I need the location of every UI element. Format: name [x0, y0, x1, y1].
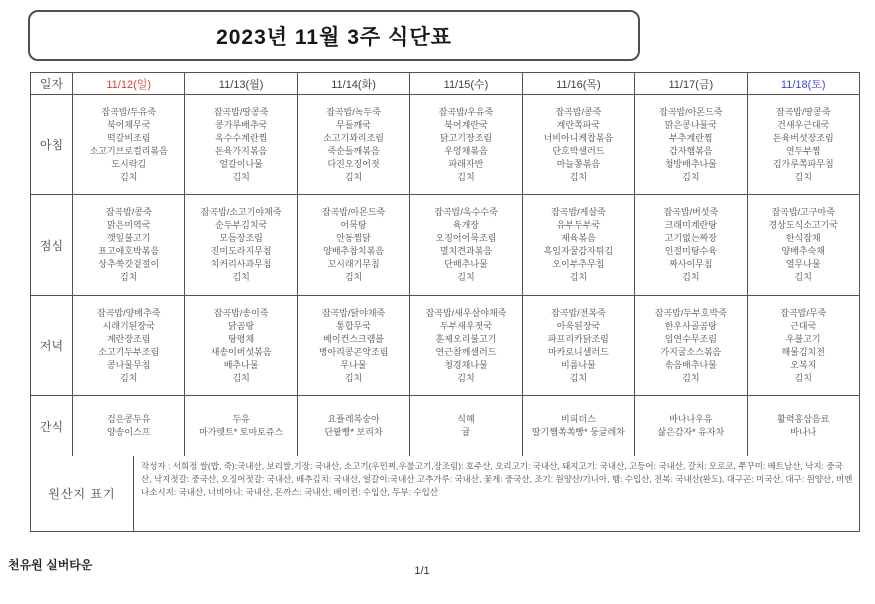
menu-item: 육개장 [452, 220, 480, 230]
menu-item: 인절미탕수육 [664, 246, 717, 256]
day-header-3: 11/15(수) [410, 73, 522, 94]
menu-cell-3-5 [635, 396, 747, 456]
menu-item: 건새우근대국 [777, 119, 830, 130]
day-header-5: 11/17(금) [635, 73, 747, 94]
menu-item: 배추나물 [223, 359, 259, 370]
menu-item: 계란쪽파국 [556, 119, 601, 130]
menu-item: 닭곰탕 [228, 320, 255, 331]
menu-item: 시래기된장국 [102, 320, 155, 331]
menu-item: 잡곡밥/두부호박죽 [654, 307, 727, 318]
menu-item: 진미도라지무침 [210, 246, 272, 256]
menu-item: 고기없는짜장 [664, 233, 717, 243]
menu-item: 파프리카닭조림 [547, 333, 609, 344]
row-label: 간식 [31, 396, 73, 456]
header-row [31, 73, 859, 95]
menu-item: 잡곡밥/전복죽 [551, 307, 606, 318]
menu-item: 도시락김 [111, 158, 147, 169]
menu-cell-0-2 [298, 95, 410, 194]
menu-item: 부추계란찜 [669, 132, 713, 143]
menu-item: 치커리사과무침 [210, 259, 272, 269]
menu-item: 두부새우젓국 [439, 320, 493, 331]
menu-cell-2-3 [410, 296, 522, 395]
menu-item: 김치 [794, 372, 812, 383]
menu-item: 흑임자꿀감자튀김 [543, 246, 614, 256]
menu-item: 청경채나물 [444, 359, 488, 370]
menu-item: 비름나물 [561, 359, 596, 370]
menu-item: 무들깨국 [336, 119, 371, 130]
menu-item: 잡곡밥/두유죽 [101, 106, 157, 117]
menu-item: 김치 [794, 171, 812, 182]
menu-item: 잡곡밥/고구마죽 [771, 207, 835, 217]
menu-item: 단배추나물 [444, 259, 488, 269]
menu-item: 김치 [569, 272, 588, 282]
menu-item: 식혜 [457, 414, 475, 424]
menu-item: 마카로니샐러드 [547, 346, 609, 357]
menu-item: 열무나물 [785, 259, 821, 269]
menu-item: 잡곡밥/송이죽 [213, 307, 269, 318]
menu-item: 감자햄볶음 [669, 145, 713, 156]
menu-item: 소고기두부조림 [98, 346, 160, 357]
menu-item: 우엉채볶음 [444, 145, 488, 156]
menu-item: 삶은감자* 유자차 [657, 427, 725, 437]
meal-row-0 [31, 95, 859, 195]
menu-cell-3-0 [73, 396, 185, 456]
menu-item: 양배추참치볶음 [323, 246, 384, 256]
menu-item: 죽순들깨볶음 [327, 145, 380, 156]
menu-item: 잡곡밥/땅콩죽 [775, 106, 831, 117]
meal-row-1 [31, 195, 859, 296]
menu-cell-3-4 [523, 396, 635, 456]
menu-item: 새송이버섯볶음 [210, 346, 272, 357]
menu-item: 임연수무조림 [664, 333, 717, 344]
menu-cell-1-6 [748, 195, 859, 295]
menu-item: 잡곡밥/콩죽 [105, 207, 152, 217]
menu-cell-0-1 [185, 95, 297, 194]
menu-item: 김치 [682, 171, 700, 182]
menu-cell-0-0 [73, 95, 185, 194]
menu-item: 제육볶음 [561, 233, 596, 243]
menu-item: 얼갈이나물 [219, 158, 263, 169]
menu-table [30, 72, 860, 532]
meal-row-2 [31, 296, 859, 396]
menu-item: 비피더스 [561, 414, 596, 424]
menu-cell-2-4 [523, 296, 635, 395]
menu-item: 귤 [461, 427, 471, 437]
menu-item: 마늘쫑볶음 [556, 158, 601, 169]
origin-row [31, 456, 859, 531]
menu-item: 양배추숙채 [781, 246, 825, 256]
facility-name: 천유원 실버타운 [8, 558, 93, 572]
menu-item: 잡곡밥/땅콩죽 [213, 106, 269, 117]
menu-item: 오징어어묵조림 [435, 233, 497, 243]
menu-item: 한우사골곰탕 [664, 320, 717, 331]
menu-item: 닭고기장조림 [439, 132, 493, 143]
menu-cell-1-2 [298, 195, 410, 295]
origin-content-cell [134, 456, 859, 531]
menu-item: 계란장조림 [106, 333, 151, 344]
menu-item: 통합무국 [336, 320, 371, 331]
menu-cell-0-3 [410, 95, 522, 194]
page-number: 1/1 [414, 565, 430, 577]
menu-item: 잡곡밥/새우살야채죽 [425, 307, 507, 318]
row-label: 아침 [31, 95, 73, 194]
origin-label-cell: 원산지 표기 [31, 456, 134, 531]
menu-item: 잡곡밥/아몬드죽 [321, 207, 386, 217]
menu-item: 잡곡밥/녹두죽 [326, 106, 381, 117]
menu-cell-1-1 [185, 195, 297, 295]
menu-item: 꼬시래기무침 [327, 259, 380, 269]
page-title: 2023년 11월 3주 식단표 [216, 25, 452, 49]
menu-item: 김치 [344, 272, 363, 282]
menu-item: 연근참깨샐러드 [435, 346, 497, 357]
menu-item: 잡곡밥/버섯죽 [663, 207, 719, 217]
menu-item: 오이부추무침 [552, 259, 605, 269]
menu-item: 김치 [120, 171, 138, 182]
menu-item: 김치 [569, 171, 588, 182]
menu-cell-3-6 [748, 396, 859, 456]
menu-item: 멸치견과볶음 [439, 246, 493, 256]
menu-item: 딸기쨈쏙쏙빵* 둥글레차 [531, 427, 625, 437]
menu-cell-2-2 [298, 296, 410, 395]
day-header-2: 11/14(화) [298, 73, 410, 94]
menu-item: 유부두부국 [556, 220, 601, 230]
menu-item: 해물김치전 [781, 346, 825, 357]
menu-cell-2-0 [73, 296, 185, 395]
menu-item: 콩가루배추국 [215, 119, 268, 130]
menu-item: 돈육가지볶음 [215, 145, 268, 156]
menu-item: 크래미계란탕 [664, 220, 717, 230]
menu-item: 표고애호박볶음 [98, 246, 160, 256]
row-label: 점심 [31, 195, 73, 295]
menu-cell-2-5 [635, 296, 747, 395]
menu-item: 근대국 [790, 320, 817, 331]
menu-item: 훈제오리불고기 [435, 333, 497, 344]
menu-item: 우불고기 [785, 333, 821, 344]
menu-item: 연두부찜 [785, 145, 821, 156]
day-header-0: 11/12(일) [73, 73, 185, 94]
menu-item: 두유 [232, 414, 250, 424]
title-box [28, 10, 640, 61]
menu-cell-3-2 [298, 396, 410, 456]
menu-item: 무나물 [340, 359, 367, 370]
menu-item: 모듬장조림 [219, 233, 263, 243]
menu-item: 김치 [794, 272, 812, 282]
menu-item: 김치 [457, 171, 475, 182]
menu-item: 상추쑥갓겉절이 [98, 259, 160, 269]
menu-cell-1-0 [73, 195, 185, 295]
menu-item: 베이컨스크램블 [323, 333, 384, 344]
menu-item: 잡곡밥/소고기야채죽 [200, 207, 282, 217]
day-header-4: 11/16(목) [523, 73, 635, 94]
menu-item: 잡곡밥/무죽 [780, 307, 827, 318]
meal-rows [31, 95, 859, 456]
menu-item: 잡곡밥/우유죽 [438, 106, 494, 117]
menu-item: 김가루쪽파무침 [772, 158, 834, 169]
menu-item: 안동찜닭 [336, 233, 371, 243]
menu-item: 바나나 [790, 427, 817, 437]
menu-item: 경상도식소고기국 [768, 220, 839, 230]
menu-item: 북어채무국 [106, 119, 151, 130]
menu-item: 파래자반 [448, 158, 484, 169]
menu-item: 김치 [569, 372, 588, 383]
day-header-1: 11/13(월) [185, 73, 297, 94]
menu-item: 돈육버섯장조림 [772, 132, 834, 143]
origin-text: 작성자 : 서희정 쌀(밥, 죽):국내산, 보리쌀,기장: 국내산, 소고기(우민찌,우불고기,장조림): 호주산, 오리고기: 국내산, 돼지고기: 국내산, 고등어: 국내산, 갈치: 모로코, 쭈꾸미: 베트남산, 낙지: 중국산, 낙지젓갈: 중국산, 오징어젓갈: 국내산, 배추김치: 국내산, 얼갈이:국내산 고추가루: 국내산, 꽃게: 중국산, 조기: 원양산/기니아, 햄: 수입산, 전복: 국내산(완도), 대구곤: 미국산, 대구: 원양산, 비엔나소시지: 국내산, 너비아니: 국내산, 돈까스: 국내산, 베이컨: 수입산, 두부: 수입산 [141, 461, 853, 497]
menu-item: 김치 [232, 372, 250, 383]
menu-item: 소고기꽈리조림 [323, 132, 384, 143]
menu-item: 한식잡채 [785, 233, 821, 243]
menu-item: 탕평채 [228, 333, 255, 344]
menu-item: 깻잎불고기 [106, 233, 151, 243]
menu-item: 순두부김치국 [215, 220, 268, 230]
menu-item: 잡곡밥/아몬드죽 [659, 106, 723, 117]
menu-item: 소고기브로컬리볶음 [89, 145, 168, 156]
menu-item: 옥수수계란찜 [215, 132, 268, 143]
meal-row-3 [31, 396, 859, 456]
menu-item: 요플레복숭아 [327, 414, 380, 424]
menu-item: 김치 [457, 272, 475, 282]
date-label-cell: 일자 [31, 73, 73, 94]
menu-cell-3-1 [185, 396, 297, 456]
menu-item: 청방배추나물 [664, 158, 717, 169]
menu-item: 병아리콩곤약조림 [318, 346, 389, 357]
menu-cell-1-5 [635, 195, 747, 295]
menu-item: 바나나우유 [669, 414, 713, 424]
menu-cell-0-5 [635, 95, 747, 194]
menu-item: 콩나물무침 [106, 359, 151, 370]
menu-cell-0-4 [523, 95, 635, 194]
menu-cell-2-1 [185, 296, 297, 395]
menu-cell-1-4 [523, 195, 635, 295]
menu-item: 김치 [120, 372, 138, 383]
menu-item: 너비아니케찹볶음 [543, 132, 614, 143]
menu-item: 다진오징어젓 [327, 158, 380, 169]
menu-item: 북어계란국 [444, 119, 488, 130]
menu-item: 잡곡밥/양배추죽 [97, 307, 161, 318]
menu-item: 떡갈비조림 [106, 132, 151, 143]
menu-item: 잡곡밥/콩죽 [555, 106, 602, 117]
menu-cell-1-3 [410, 195, 522, 295]
menu-item: 김치 [682, 272, 700, 282]
menu-item: 활력홍삼음료 [777, 414, 830, 424]
menu-item: 맑은콩나물국 [664, 119, 717, 130]
menu-item: 단팥빵* 보리차 [324, 427, 383, 437]
menu-item: 김치 [682, 372, 700, 383]
menu-item: 마가렛트* 토마토쥬스 [199, 427, 284, 437]
menu-item: 잡곡밥/게살죽 [551, 207, 606, 217]
menu-item: 단호박샐러드 [552, 145, 605, 156]
row-label: 저녁 [31, 296, 73, 395]
menu-cell-0-6 [748, 95, 859, 194]
menu-item: 맑은미역국 [106, 220, 151, 230]
menu-item: 솎음배추나물 [664, 359, 717, 370]
menu-item: 어묵탕 [340, 220, 367, 230]
menu-item: 김치 [344, 372, 363, 383]
menu-item: 양송이스프 [106, 427, 151, 437]
menu-item: 김치 [232, 272, 250, 282]
menu-item: 짜사이무침 [669, 259, 713, 269]
menu-item: 가지굴소스볶음 [660, 346, 722, 357]
menu-item: 잡곡밥/닭야채죽 [321, 307, 386, 318]
menu-cell-3-3 [410, 396, 522, 456]
menu-item: 김치 [457, 372, 475, 383]
menu-cell-2-6 [748, 296, 859, 395]
day-header-6: 11/18(토) [780, 78, 826, 91]
menu-item: 김치 [232, 171, 250, 182]
menu-item: 김치 [120, 272, 138, 282]
menu-item: 검은콩두유 [106, 414, 151, 424]
menu-item: 김치 [344, 171, 363, 182]
menu-item: 잡곡밥/옥수수죽 [434, 207, 498, 217]
menu-item: 아욱된장국 [556, 320, 601, 331]
menu-item: 오복지 [790, 359, 817, 370]
